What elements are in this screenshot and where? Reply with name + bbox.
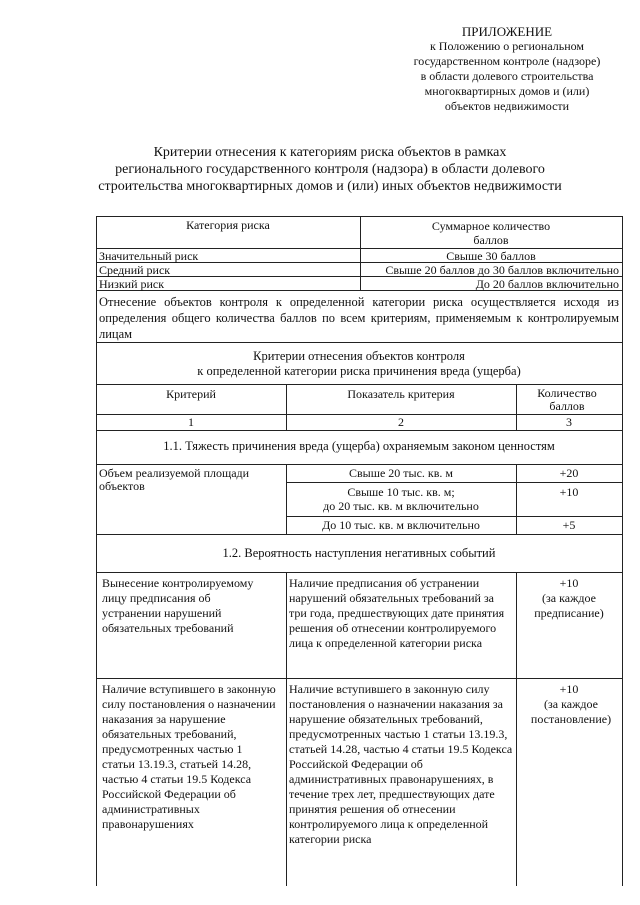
table-border bbox=[96, 430, 622, 431]
prescription-indicator: Наличие предписания об устранении нарушений обязательных требований за три года, предшествующих дате принятия решения об отнесении контролируемого лица к определенной категории риска bbox=[289, 576, 505, 650]
table-border bbox=[286, 482, 622, 483]
table-border bbox=[96, 216, 622, 217]
criteria-heading-line1: Критерии отнесения объектов контроля bbox=[253, 349, 465, 363]
section-1-2-heading: 1.2. Вероятность наступления негативных событий bbox=[222, 546, 496, 560]
area-indicator-3: До 10 тыс. кв. м включительно bbox=[322, 518, 480, 532]
document-title bbox=[80, 144, 580, 195]
table-border bbox=[96, 534, 622, 535]
header-score-line1: Суммарное количество bbox=[431, 219, 551, 233]
table-border bbox=[96, 384, 622, 385]
prescription-criterion: Вынесение контролируемому лицу предписания об устранении нарушений обязательных требований bbox=[102, 576, 254, 635]
col-indicator: Показатель критерия bbox=[347, 387, 455, 401]
criteria-heading-line2: к определенной категории риска причинения вреда (ущерба) bbox=[197, 364, 521, 378]
ruling-score-note: (за каждое постановление) bbox=[530, 697, 612, 726]
title-line: Критерии отнесения к категориям риска объектов в рамках bbox=[153, 145, 507, 160]
area-indicator-1: Свыше 20 тыс. кв. м bbox=[348, 466, 454, 480]
prescription-score: +10 bbox=[559, 576, 579, 590]
col-number-3: 3 bbox=[566, 415, 572, 429]
title-line: строительства многоквартирных домов и (или) иных объектов недвижимости bbox=[98, 179, 562, 194]
table-border bbox=[96, 572, 622, 573]
risk-score-medium: Свыше 20 баллов до 30 баллов включительно bbox=[385, 263, 619, 277]
prescription-score-note: (за каждое предписание) bbox=[534, 591, 604, 620]
area-indicator-2-line2: до 20 тыс. кв. м включительно bbox=[323, 499, 479, 513]
ruling-score: +10 bbox=[559, 682, 579, 696]
risk-score-significant: Свыше 30 баллов bbox=[446, 249, 536, 263]
risk-category-low: Низкий риск bbox=[99, 277, 165, 291]
appendix-heading: ПРИЛОЖЕНИЕ bbox=[461, 24, 553, 39]
appendix-block bbox=[392, 24, 622, 114]
header-risk-category: Категория риска bbox=[186, 218, 270, 232]
table-border bbox=[96, 414, 622, 415]
area-criterion: Объем реализуемой площади объектов bbox=[99, 466, 250, 493]
risk-score-low: До 20 баллов включительно bbox=[475, 277, 619, 291]
appendix-line: государственном контроле (надзоре) bbox=[413, 54, 601, 68]
ruling-criterion: Наличие вступившего в законную силу постановления о назначении наказания за нарушение обязательных требований, предусмотренных частью 1 статьи 13.19.3, статьей 14.28, частью 4 статьи 19.5 Кодекса Российской Федерации об административных правонарушениях bbox=[102, 682, 276, 831]
header-score-line2: баллов bbox=[473, 233, 509, 247]
col-number-1: 1 bbox=[188, 415, 194, 429]
area-score-2: +10 bbox=[559, 485, 579, 499]
appendix-line: в области долевого строительства bbox=[420, 69, 594, 83]
col-criterion: Критерий bbox=[166, 387, 216, 401]
col-score: Количество баллов bbox=[537, 386, 597, 413]
table-border bbox=[96, 342, 622, 343]
col-number-2: 2 bbox=[398, 415, 404, 429]
table-border bbox=[622, 216, 623, 886]
table-border bbox=[96, 464, 622, 465]
section-1-1-heading: 1.1. Тяжесть причинения вреда (ущерба) охраняемым законом ценностям bbox=[163, 439, 555, 453]
criteria-table bbox=[96, 216, 622, 886]
risk-category-significant: Значительный риск bbox=[99, 249, 199, 263]
title-line: регионального государственного контроля (надзора) в области долевого bbox=[115, 162, 545, 177]
ruling-indicator: Наличие вступившего в законную силу постановления о назначении наказания за нарушение обязательных требований, предусмотренных частью 1 статьи 13.19.3, статьей 14.28, частью 4 статьи 19.5 Кодекса Российской Федерации об административных правонарушениях, в течение трех лет, предшествующих дате принятия решения об отнесении контролируемого лица к определенной категории риска bbox=[289, 682, 513, 846]
table-border bbox=[516, 572, 517, 886]
table-border bbox=[96, 678, 622, 679]
risk-category-medium: Средний риск bbox=[99, 263, 171, 277]
appendix-line: к Положению о региональном bbox=[429, 39, 585, 53]
appendix-line: многоквартирных домов и (или) bbox=[424, 84, 590, 98]
appendix-line: объектов недвижимости bbox=[444, 99, 570, 113]
area-score-3: +5 bbox=[562, 518, 576, 532]
area-indicator-2-line1: Свыше 10 тыс. кв. м; bbox=[347, 485, 455, 499]
area-score-1: +20 bbox=[559, 466, 579, 480]
table-border bbox=[286, 572, 287, 886]
table-border bbox=[286, 516, 622, 517]
risk-note: Отнесение объектов контроля к определенной категории риска осуществляется исходя из определения общего количества баллов по всем критериям, применяемым к контролируемым лицам bbox=[99, 295, 619, 341]
